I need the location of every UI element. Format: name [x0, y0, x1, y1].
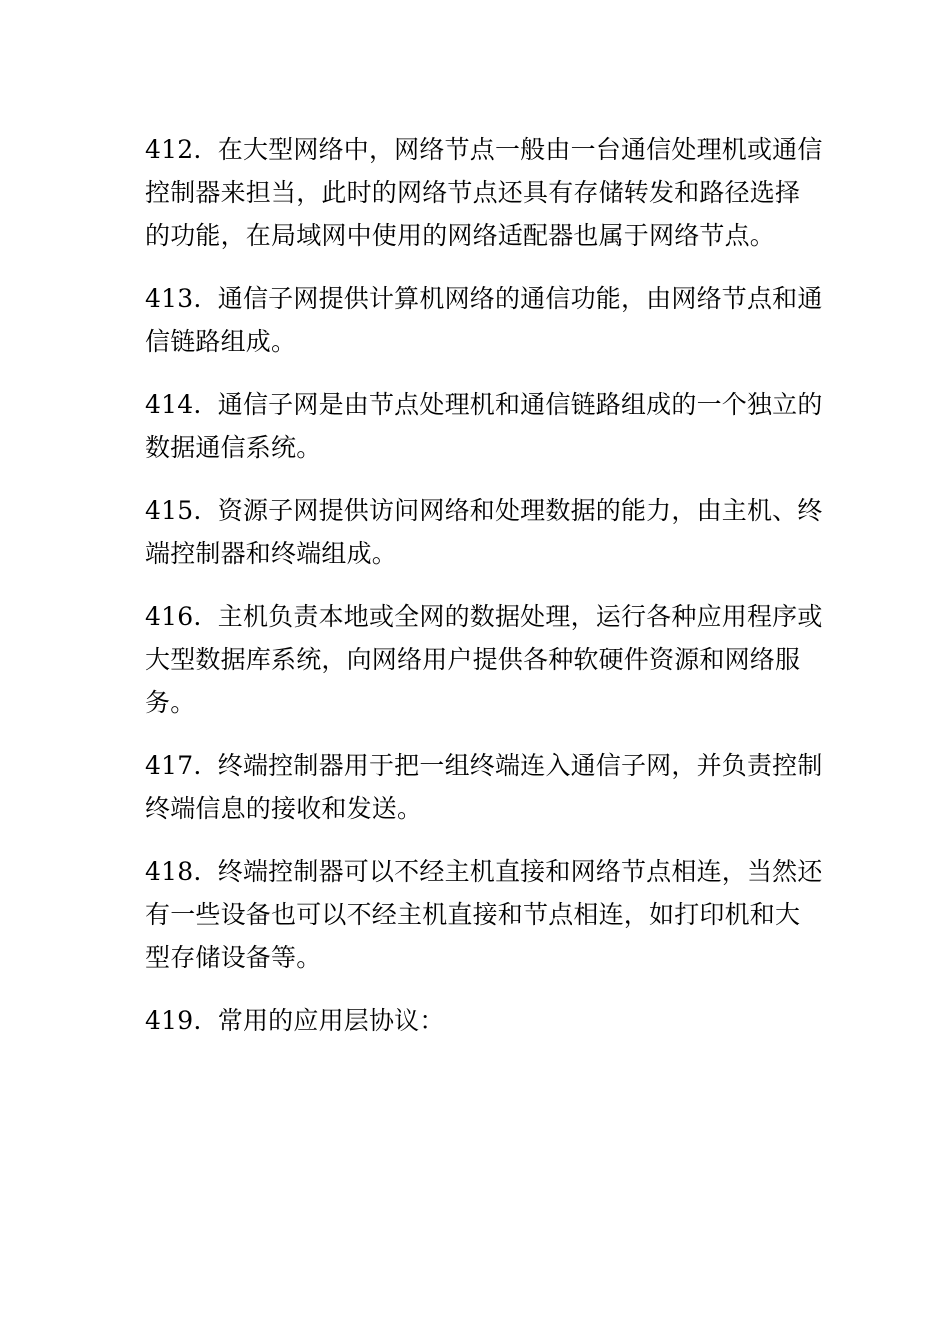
item-number: 419.: [145, 1006, 202, 1035]
item-number: 416.: [145, 602, 202, 631]
item-number: 414.: [145, 390, 202, 419]
item-number: 417.: [145, 751, 202, 780]
item-text: 常用的应用层协议：: [217, 1006, 445, 1035]
list-item: [145, 999, 825, 1042]
list-item: [145, 383, 825, 469]
list-item: [145, 595, 825, 724]
item-number: 412.: [145, 135, 202, 164]
item-text: 主机负责本地或全网的数据处理，运行各种应用程序或大型数据库系统，向网络用户提供各种软硬件资源和网络服务。: [145, 602, 823, 717]
list-item: [145, 277, 825, 363]
item-number: 413.: [145, 284, 202, 313]
item-text: 终端控制器用于把一组终端连入通信子网，并负责控制终端信息的接收和发送。: [145, 751, 823, 823]
item-text: 在大型网络中，网络节点一般由一台通信处理机或通信控制器来担当，此时的网络节点还具有存储转发和路径选择的功能，在局域网中使用的网络适配器也属于网络节点。: [145, 135, 823, 250]
document-body: [145, 128, 825, 1062]
item-number: 415.: [145, 496, 202, 525]
list-item: [145, 850, 825, 979]
list-item: [145, 489, 825, 575]
item-text: 终端控制器可以不经主机直接和网络节点相连，当然还有一些设备也可以不经主机直接和节点相连，如打印机和大型存储设备等。: [145, 857, 823, 972]
item-text: 资源子网提供访问网络和处理数据的能力，由主机、终端控制器和终端组成。: [145, 496, 823, 568]
item-text: 通信子网是由节点处理机和通信链路组成的一个独立的数据通信系统。: [145, 390, 823, 462]
list-item: [145, 744, 825, 830]
item-text: 通信子网提供计算机网络的通信功能，由网络节点和通信链路组成。: [145, 284, 823, 356]
list-item: [145, 128, 825, 257]
item-number: 418.: [145, 857, 202, 886]
